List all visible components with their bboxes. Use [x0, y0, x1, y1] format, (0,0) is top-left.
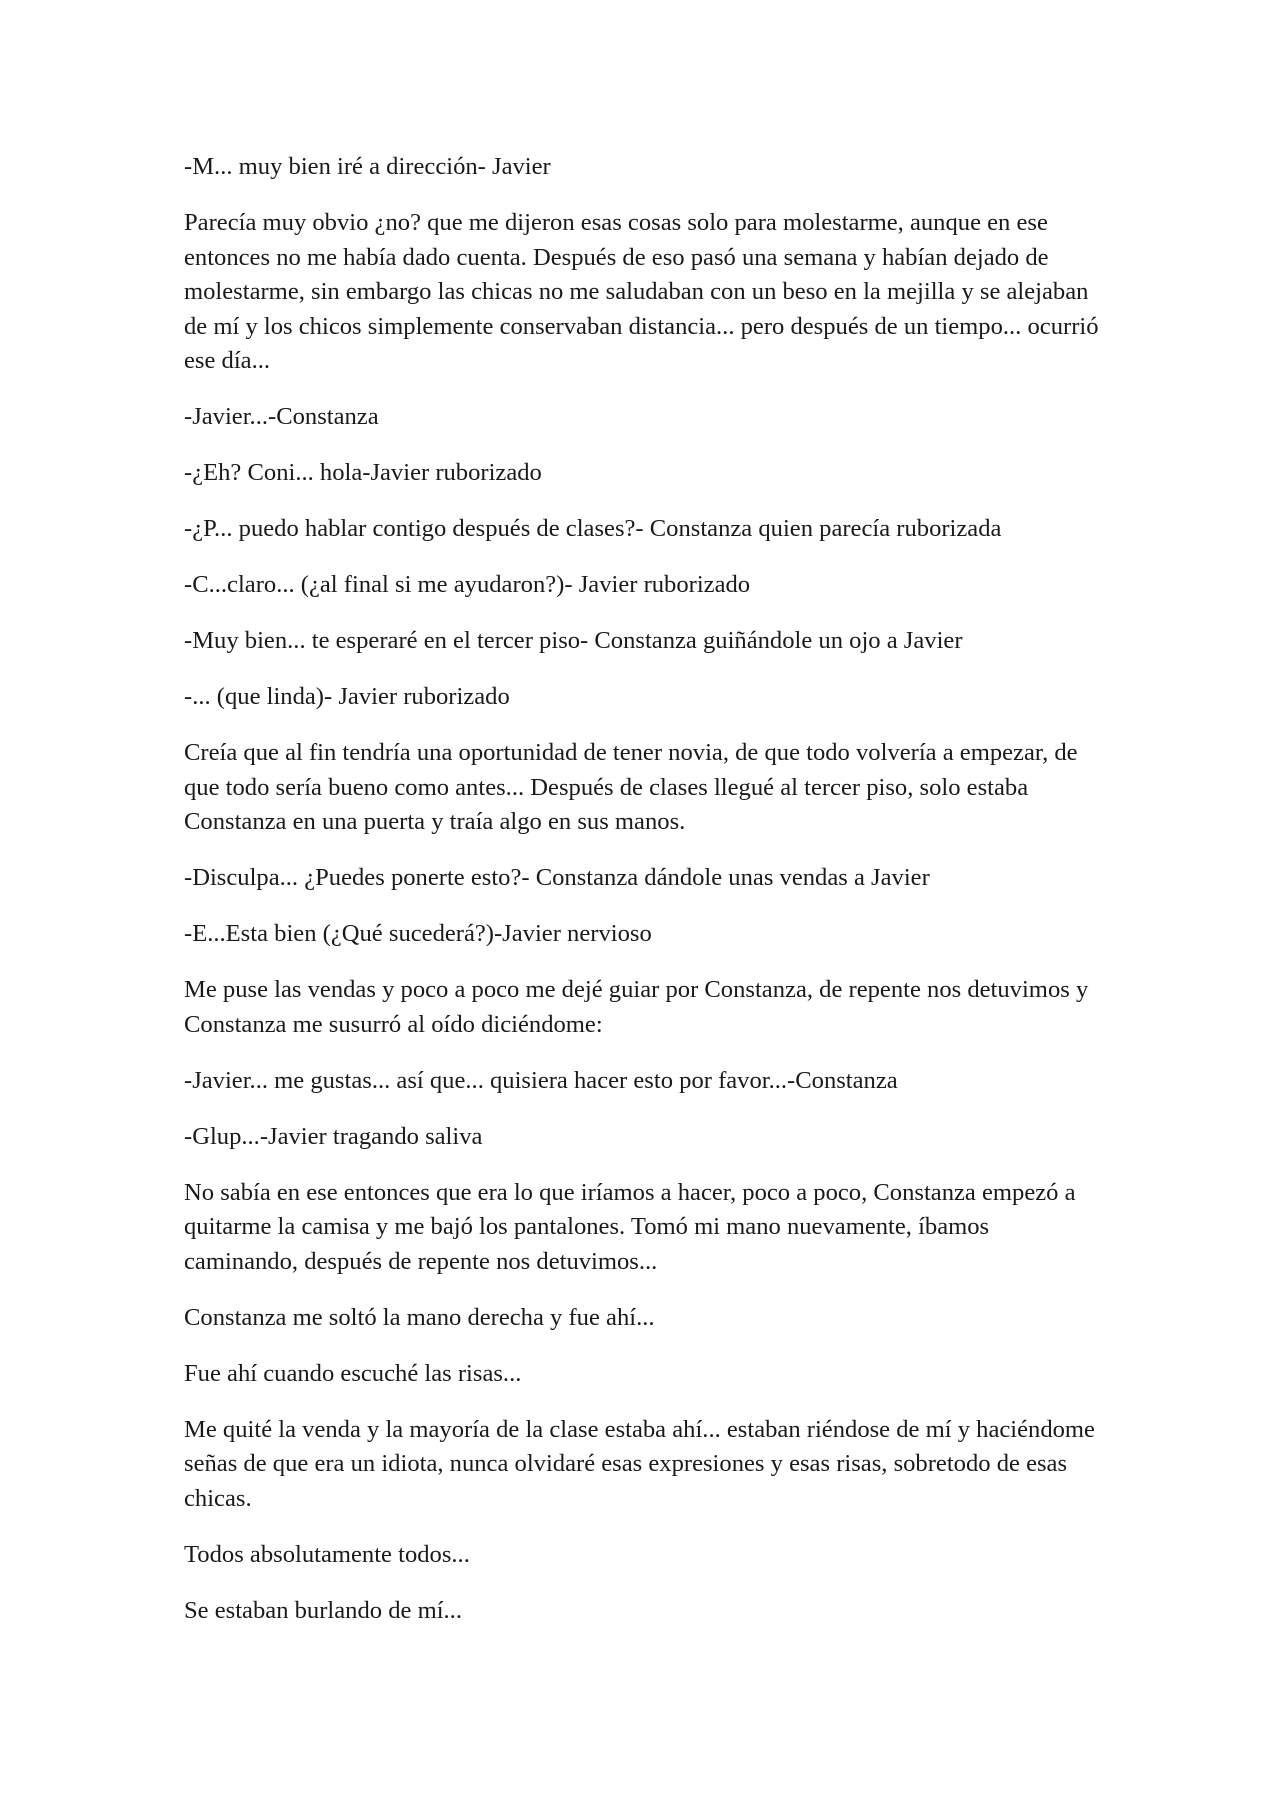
paragraph: -E...Esta bien (¿Qué sucederá?)-Javier nervioso	[184, 920, 652, 947]
paragraph: -¿Eh? Coni... hola-Javier ruborizado	[184, 459, 542, 486]
paragraph: -Muy bien... te esperaré en el tercer piso- Constanza guiñándole un ojo a Javier	[184, 627, 963, 654]
paragraph: Fue ahí cuando escuché las risas...	[184, 1359, 522, 1387]
paragraph: -¿P... puedo hablar contigo después de clases?- Constanza quien parecía ruborizada	[184, 515, 1002, 542]
paragraph: -... (que linda)- Javier ruborizado	[184, 683, 510, 710]
paragraph: Constanza me soltó la mano derecha y fue ahí...	[184, 1303, 655, 1331]
paragraph: -C...claro... (¿al final si me ayudaron?)- Javier ruborizado	[184, 571, 751, 598]
document-body	[184, 150, 1104, 1650]
paragraph: Me quité la venda y la mayoría de la clase estaba ahí... estaban riéndose de mí y haciéndome señas de que era un idiota, nunca olvidaré esas expresiones y esas risas, sobretodo de esas chicas.	[184, 1415, 1095, 1512]
paragraph: Me puse las vendas y poco a poco me dejé guiar por Constanza, de repente nos detuvimos y Constanza me susurró al oído diciéndome:	[184, 976, 1089, 1038]
paragraph: -Javier... me gustas... así que... quisiera hacer esto por favor...-Constanza	[184, 1066, 898, 1094]
paragraph: Creía que al fin tendría una oportunidad de tener novia, de que todo volvería a empezar, de que todo sería bueno como antes... Después de clases llegué al tercer piso, solo estaba Constanza en una puerta y traía algo en sus manos.	[184, 739, 1078, 835]
paragraph: -Disculpa... ¿Puedes ponerte esto?- Constanza dándole unas vendas a Javier	[184, 864, 930, 891]
paragraph: No sabía en ese entonces que era lo que iríamos a hacer, poco a poco, Constanza empezó a quitarme la camisa y me bajó los pantalones. Tomó mi mano nuevamente, íbamos caminando, después de repente nos detuvimos...	[184, 1178, 1076, 1275]
paragraph: Parecía muy obvio ¿no? que me dijeron esas cosas solo para molestarme, aunque en ese entonces no me había dado cuenta. Después de eso pasó una semana y habían dejado de molestarme, sin embargo las chicas no me saludaban con un beso en la mejilla y se alejaban de mí y los chicos simplemente conservaban distancia... pero después de un tiempo... ocurrió ese día...	[184, 209, 1099, 374]
paragraph: Se estaban burlando de mí...	[184, 1596, 462, 1624]
paragraph: -Javier...-Constanza	[184, 403, 379, 430]
paragraph: -M... muy bien iré a dirección- Javier	[184, 153, 551, 180]
paragraph: Todos absolutamente todos...	[184, 1540, 470, 1568]
paragraph: -Glup...-Javier tragando saliva	[184, 1122, 483, 1150]
